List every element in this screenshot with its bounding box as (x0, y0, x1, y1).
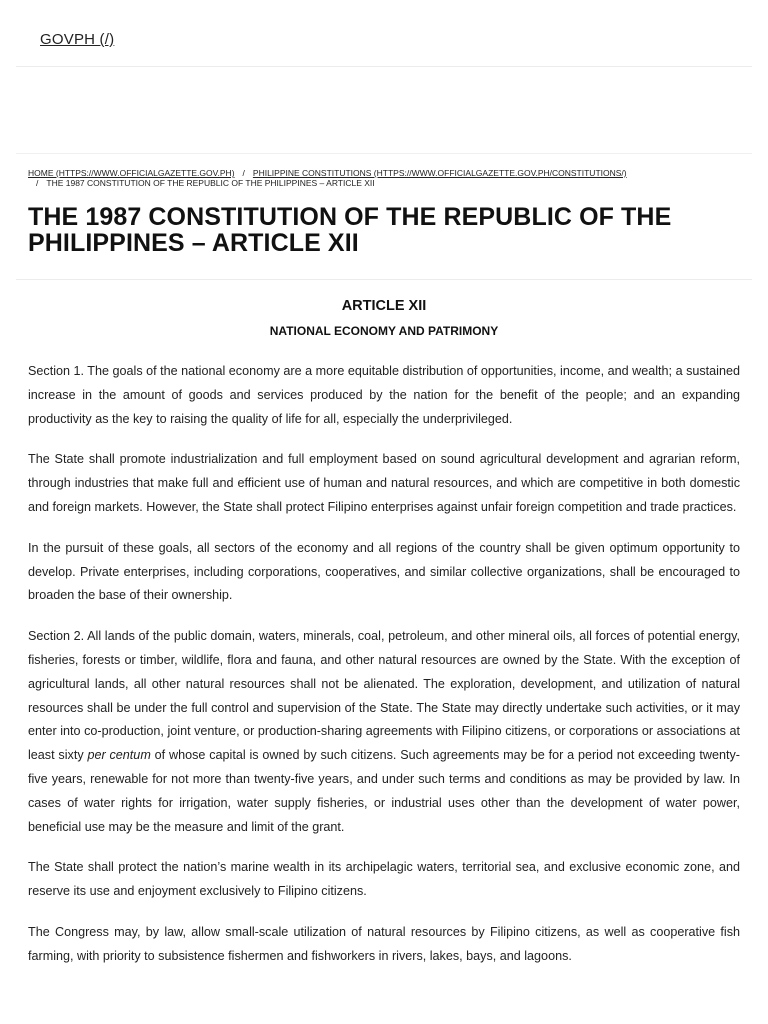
section-2-rest: of whose capital is owned by such citizens. Such agreements may be for a period not exceeding twenty-five years, renewable for not more than twenty-five years, and under such terms and conditions as may be provided by law. In cases of water rights for irrigation, water supply fisheries, or industrial uses other than the development of water power, beneficial use may be the measure and limit of the grant. (28, 748, 740, 834)
paragraph-industrialization: The State shall promote industrialization and full employment based on sound agricultural development and agrarian reform, through industries that make full and efficient use of human and natural resources, and which are competitive in both domestic and foreign markets. However, the State shall protect Filipino enterprises against unfair foreign competition and trade practices. (28, 452, 740, 514)
breadcrumb (28, 168, 740, 188)
article-heading: ARTICLE XII (341, 298, 427, 314)
banner-divider (16, 153, 752, 154)
title-divider (16, 279, 752, 280)
paragraph-small-scale-utilization: The Congress may, by law, allow small-scale utilization of natural resources by Filipino citizens, as well as cooperative fish farming, with priority to subsistence fishermen and fishworkers in rivers, lakes, bays, and lagoons. (28, 924, 740, 963)
section-2-text: Section 2. All lands of the public domain, waters, minerals, coal, petroleum, and other mineral oils, all forces of potential energy, fisheries, forests or timber, wildlife, flora and fauna, and other natural resources are owned by the State. With the exception of agricultural lands, all other natural resources shall not be alienated. The exploration, development, and utilization of natural resources shall be under the full control and supervision of the State. The State may directly undertake such activities, or it may enter into co-production, joint venture, or production-sharing agreements with Filipino citizens, or corporations or associations at least sixty (28, 629, 740, 763)
paragraph-section-2 (28, 625, 740, 839)
breadcrumb-home-link[interactable]: HOME (HTTPS://WWW.OFFICIALGAZETTE.GOV.PH) (28, 168, 235, 178)
section-2-italic: per centum (87, 748, 151, 763)
breadcrumb-separator: / (36, 178, 39, 188)
paragraph-section-1: Section 1. The goals of the national economy are a more equitable distribution of opportunities, income, and wealth; a sustained increase in the amount of goods and services produced by the nation for the benefit of the people; and an expanding productivity as the key to raising the quality of life for all, especially the underprivileged. (28, 364, 740, 426)
breadcrumb-separator: / (242, 168, 245, 178)
top-navigation-bar (16, 0, 752, 67)
paragraph-pursuit-of-goals: In the pursuit of these goals, all sectors of the economy and all regions of the country shall be given optimum opportunity to develop. Private enterprises, including corporations, cooperatives, and similar collective organizations, shall be encouraged to broaden the base of their ownership. (28, 540, 740, 603)
article-subheading: NATIONAL ECONOMY AND PATRIMONY (269, 324, 499, 338)
breadcrumb-constitutions-link[interactable]: PHILIPPINE CONSTITUTIONS (HTTPS://WWW.OFFICIALGAZETTE.GOV.PH/CONSTITUTIONS/) (252, 168, 627, 178)
breadcrumb-current: THE 1987 CONSTITUTION OF THE REPUBLIC OF THE PHILIPPINES – ARTICLE XII (46, 178, 375, 188)
article-content (28, 360, 740, 986)
govph-link[interactable]: GOVPH (/) (40, 31, 115, 48)
page-title: THE 1987 CONSTITUTION OF THE REPUBLIC OF THE PHILIPPINES – ARTICLE XII (28, 203, 672, 257)
paragraph-marine-wealth: The State shall protect the nation’s marine wealth in its archipelagic waters, territorial sea, and exclusive economic zone, and reserve its use and enjoyment exclusively to Filipino citizens. (28, 860, 740, 899)
